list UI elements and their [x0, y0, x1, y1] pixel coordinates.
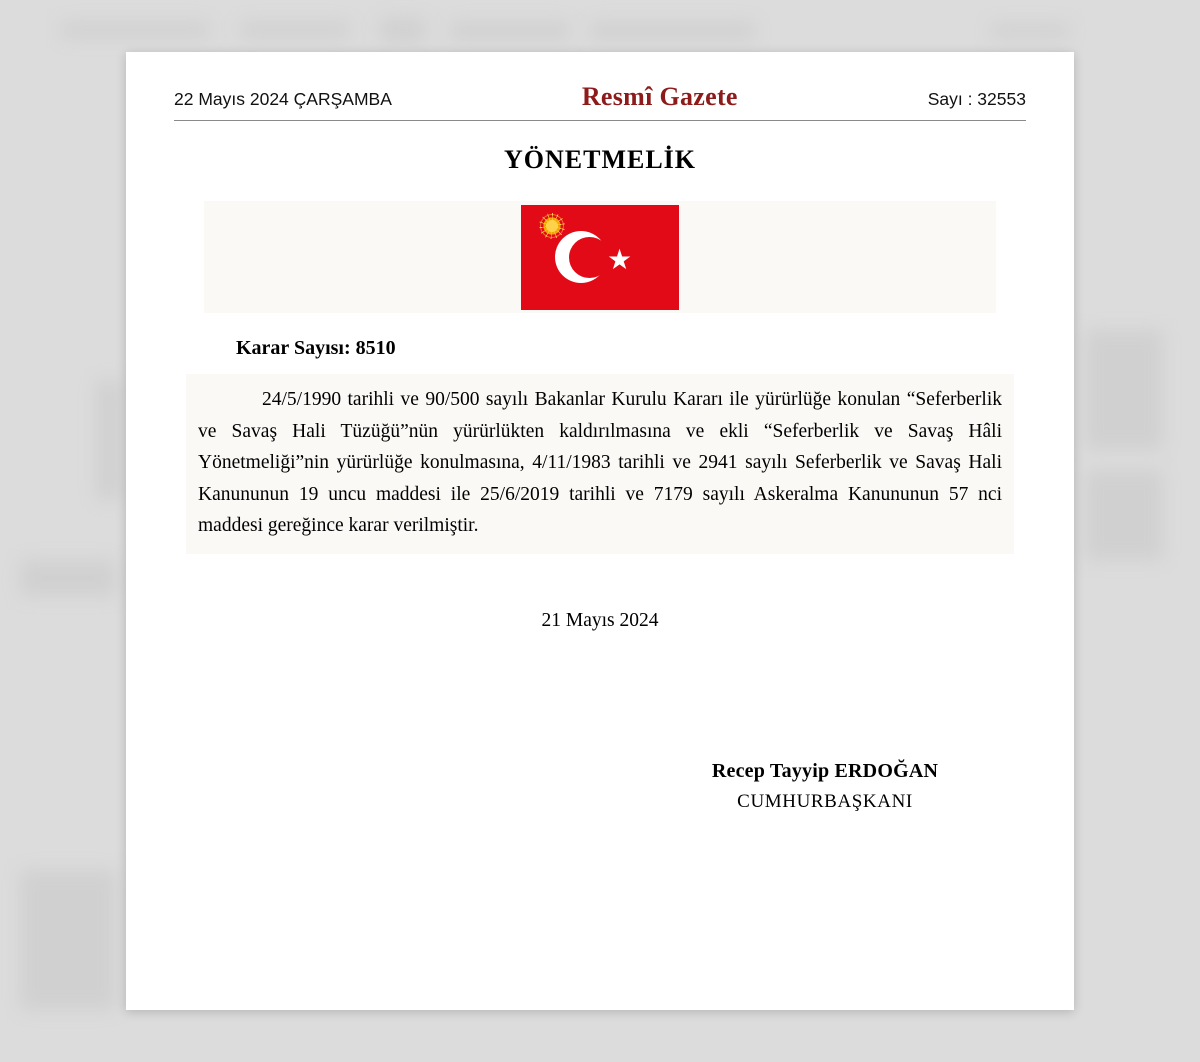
- body-text-band: [186, 374, 1014, 554]
- signature-block: [174, 760, 1026, 813]
- signature-date: 21 Mayıs 2024: [541, 609, 659, 631]
- document-page: [126, 52, 1074, 1010]
- sun-emblem-icon: [541, 215, 563, 237]
- background-blur-block: [20, 870, 116, 1010]
- background-blur-block: [450, 22, 570, 40]
- signatory-name: Recep Tayyip ERDOĞAN: [711, 759, 939, 782]
- background-blur-block: [60, 22, 210, 38]
- crescent-inner-shape: [569, 237, 610, 278]
- background-blur-block: [590, 22, 755, 40]
- decision-number: Karar Sayısı: 8510: [236, 337, 396, 359]
- background-blur-block: [380, 18, 426, 42]
- background-blur-block: [20, 560, 116, 596]
- flag-band: [204, 201, 996, 313]
- document-type-heading: YÖNETMELİK: [503, 145, 697, 174]
- gazette-masthead: [174, 82, 1026, 121]
- background-blur-block: [1085, 470, 1163, 560]
- publication-date: 22 Mayıs 2024 ÇARŞAMBA: [174, 89, 392, 109]
- background-blur-block: [1085, 330, 1163, 450]
- issue-number: Sayı : 32553: [927, 89, 1026, 109]
- background-blur-block: [990, 24, 1070, 38]
- background-blur-block: [240, 22, 350, 38]
- decision-body-text: 24/5/1990 tarihli ve 90/500 sayılı Bakanlar Kurulu Kararı ile yürürlüğe konulan “Seferberlik ve Savaş Hali Tüzüğü”nün yürürlükten kaldırılmasına ve ekli “Seferberlik ve Savaş Hâli Yönetmeliği”nin yürürlüğe konulmasına, 4/11/1983 tarihli ve 2941 sayılı Seferberlik ve Savaş Hali Kanununun 19 uncu maddesi ile 25/6/2019 tarihli ve 7179 sayılı Askeralma Kanununun 57 nci maddesi gereğince karar verilmiştir.: [198, 389, 1002, 537]
- signatory-role: CUMHURBAŞKANI: [737, 790, 913, 812]
- turkish-flag-icon: [521, 205, 679, 310]
- background-blur-block: [96, 380, 122, 500]
- gazette-title: Resmî Gazete: [581, 82, 738, 111]
